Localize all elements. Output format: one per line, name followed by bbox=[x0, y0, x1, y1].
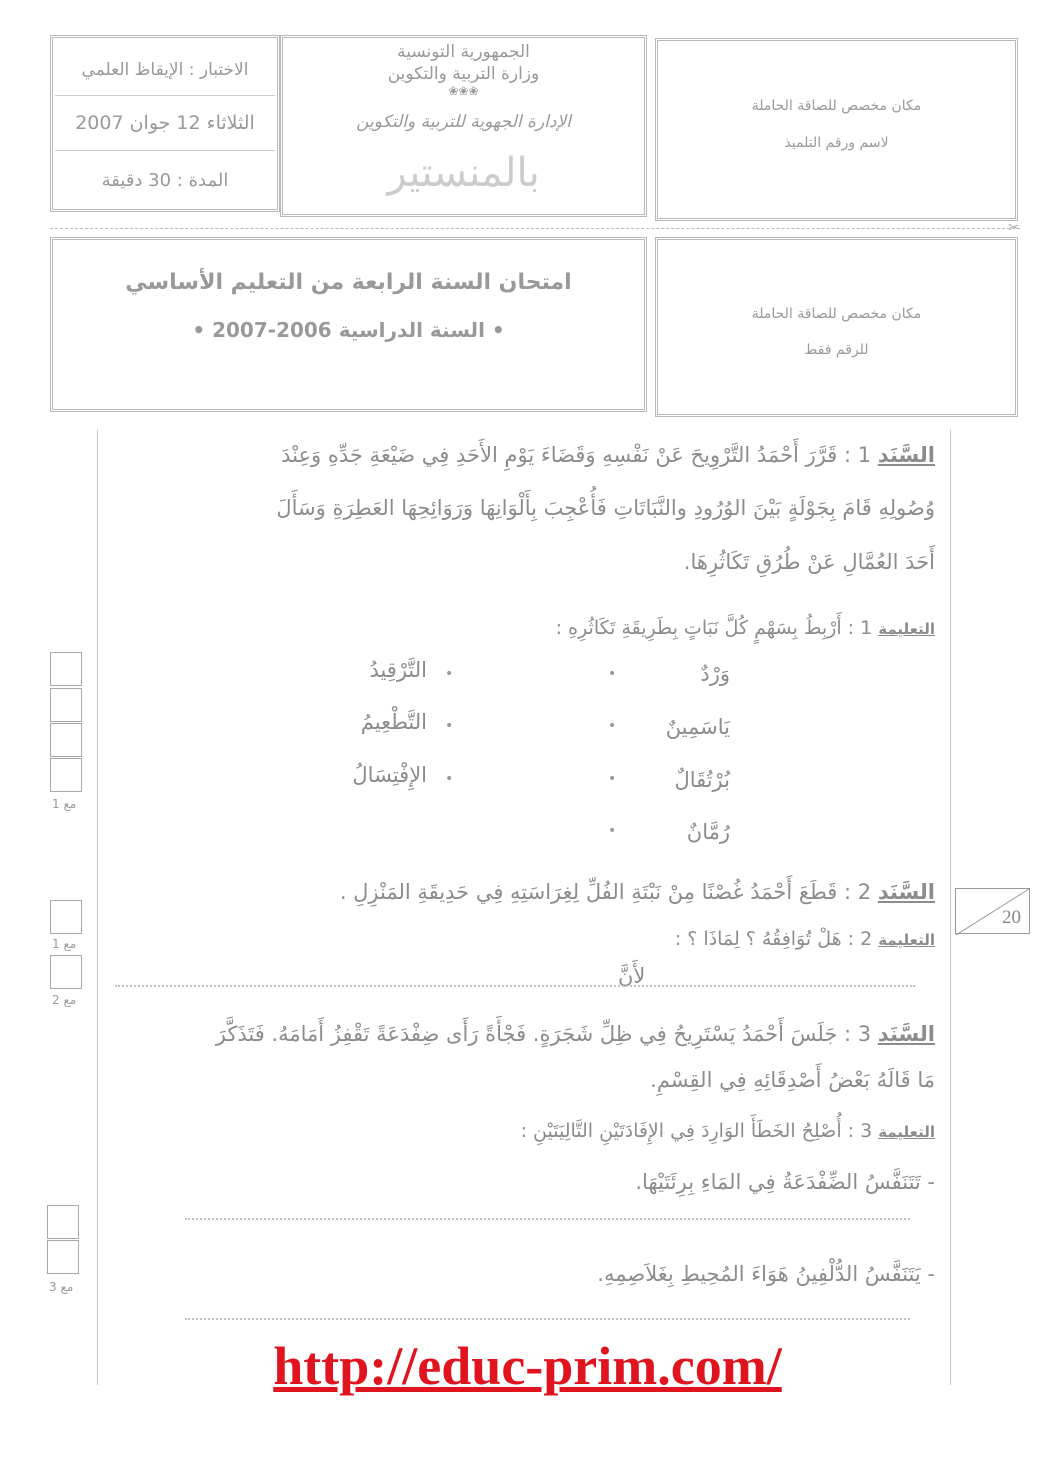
score-box[interactable] bbox=[50, 900, 82, 934]
section1-line2: وُصُولِهِ قَامَ بِجَوْلَةٍ بَيْنَ الوُرُودِ والنَّبَاتَاتِ فَأُعْجِبَ بِأَلْوَانِهَا وَرَوَائِحِهَا العَطِرَةِ وَسَأَلَ bbox=[276, 496, 935, 520]
republic-name: الجمهورية التونسية bbox=[397, 42, 530, 62]
bullet-dot[interactable]: • bbox=[445, 666, 454, 682]
instruction2-label: التعليمة bbox=[878, 931, 935, 949]
correction-item-1: - تَتَنَفَّسُ الضِّفْدَعَةُ فِي المَاءِ بِرِئَتَيْهَا. bbox=[635, 1170, 935, 1194]
divider bbox=[55, 95, 275, 96]
bullet-dot[interactable]: • bbox=[608, 718, 617, 734]
method-item: التَّرْقِيدُ bbox=[369, 658, 427, 682]
instruction1-label: التعليمة bbox=[878, 620, 935, 638]
website-link[interactable]: http://educ-prim.com/ bbox=[273, 1336, 782, 1396]
ministry-name: وزارة التربية والتكوين bbox=[387, 64, 540, 84]
answer-line[interactable] bbox=[115, 985, 915, 987]
bullet-dot[interactable]: • bbox=[445, 718, 454, 734]
exam-duration: المدة : 30 دقيقة bbox=[101, 170, 229, 191]
correction-item-2: - يَتَنَفَّسُ الدُّلْفِينُ هَوَاءَ المُحِيطِ بِغَلاَصِمِهِ. bbox=[597, 1262, 935, 1286]
body-right-border bbox=[950, 430, 951, 1385]
section1-line1: السَّنَد 1 : قَرَّرَ أَحْمَدُ التَّرْوِيحَ عَنْ نَفْسِهِ وَقَضَاءَ يَوْمِ الأَحَدِ فِي ضَيْعَةِ جَدِّهِ وَعِنْدَ bbox=[281, 443, 935, 467]
exam-title: امتحان السنة الرابعة من التعليم الأساسي bbox=[125, 270, 572, 295]
section1-label: السَّنَد bbox=[877, 443, 935, 467]
bullet-dot[interactable]: • bbox=[608, 666, 617, 682]
body-left-border bbox=[97, 430, 98, 1385]
total-score-box bbox=[955, 888, 1030, 934]
cut-line bbox=[50, 228, 1020, 229]
bullet-dot[interactable]: • bbox=[608, 823, 617, 839]
plant-item: يَاسَمِينٌ bbox=[665, 715, 730, 739]
instruction1: التعليمة 1 : أَرْبِطُ بِسَهْمٍ كُلَّ نَبَاتٍ بِطَرِيقَةِ تَكَاثُرِهِ : bbox=[555, 617, 935, 639]
name-box-line1: مكان مخصص للصاقة الحاملة bbox=[751, 98, 922, 114]
answer-prefix: لأَنَّ bbox=[618, 964, 646, 988]
section3-label: السَّنَد bbox=[877, 1022, 935, 1046]
score-box[interactable] bbox=[50, 723, 82, 757]
section3-line1: السَّنَد 3 : جَلَسَ أَحْمَدُ يَسْتَرِيحُ فِي ظِلِّ شَجَرَةٍ. فَجْأَةً رَأَى ضِفْدَعَةً تَقْفِزُ أَمَامَهُ. فَتَذَكَّرَ bbox=[215, 1022, 935, 1046]
exam-date: الثلاثاء 12 جوان 2007 bbox=[75, 112, 255, 134]
criterion-label: مع 1 bbox=[52, 937, 77, 951]
stars-ornament: ❀❀❀ bbox=[448, 84, 479, 98]
method-item: الإِفْتِسَالُ bbox=[352, 763, 427, 787]
exam-subject: الاختبار : الإيقاظ العلمي bbox=[81, 60, 249, 80]
criterion-label: مع 1 bbox=[52, 797, 77, 811]
section3-line2: مَا قَالَهُ بَعْضُ أَصْدِقَائِهِ فِي القِسْمِ. bbox=[650, 1068, 935, 1092]
regional-directorate: الإدارة الجهوية للتربية والتكوين bbox=[356, 112, 571, 132]
name-box-line2: لاسم ورقم التلميذ bbox=[784, 135, 889, 151]
score-box[interactable] bbox=[50, 758, 82, 792]
plant-item: بُرْتُقَالٌ bbox=[674, 768, 730, 792]
score-box[interactable] bbox=[50, 955, 82, 989]
plant-item: رُمَّانٌ bbox=[686, 820, 730, 844]
scissors-icon: ✂ bbox=[1008, 220, 1020, 236]
bullet-dot[interactable]: • bbox=[608, 771, 617, 787]
plant-item: وَرْدٌ bbox=[700, 662, 730, 686]
instruction3: التعليمة 3 : أُصْلِحُ الخَطَأَ الوَارِدَ فِي الإِفَادَتَيْنِ التَّالِيَتَيْنِ : bbox=[520, 1120, 935, 1142]
criterion-label: مع 3 bbox=[49, 1280, 74, 1294]
instruction2: التعليمة 2 : هَلْ تُوَافِقُهُ ؟ لِمَاذَا ؟ : bbox=[674, 928, 935, 950]
answer-line[interactable] bbox=[185, 1318, 910, 1320]
score-box[interactable] bbox=[47, 1205, 79, 1239]
divider bbox=[55, 150, 275, 151]
number-box-line2: للرقم فقط bbox=[804, 342, 869, 358]
bullet-dot[interactable]: • bbox=[445, 771, 454, 787]
school-year: • السنة الدراسية 2006-2007 • bbox=[192, 318, 505, 342]
region-handwritten: بالمنستير bbox=[387, 150, 540, 196]
instruction3-label: التعليمة bbox=[878, 1123, 935, 1141]
section1-line3: أَحَدَ العُمَّالِ عَنْ طُرُقِ تَكَاثُرِهَا. bbox=[683, 550, 935, 574]
total-score: 20 bbox=[1002, 907, 1021, 928]
name-sticker-box bbox=[655, 38, 1018, 221]
section2-text: السَّنَد 2 : قَطَعَ أَحْمَدُ غُصْنًا مِنْ نَبْتَةِ الفُلِّ لِغِرَاسَتِهِ فِي حَدِيقَةِ المَنْزِلِ . bbox=[339, 880, 935, 904]
score-box[interactable] bbox=[47, 1240, 79, 1274]
score-box[interactable] bbox=[50, 688, 82, 722]
number-sticker-box bbox=[655, 237, 1018, 417]
method-item: التَّطْعِيمُ bbox=[360, 710, 427, 734]
criterion-label: مع 2 bbox=[52, 993, 77, 1007]
section2-label: السَّنَد bbox=[877, 880, 935, 904]
answer-line[interactable] bbox=[185, 1218, 910, 1220]
number-box-line1: مكان مخصص للصاقة الحاملة bbox=[751, 306, 922, 322]
score-box[interactable] bbox=[50, 652, 82, 686]
